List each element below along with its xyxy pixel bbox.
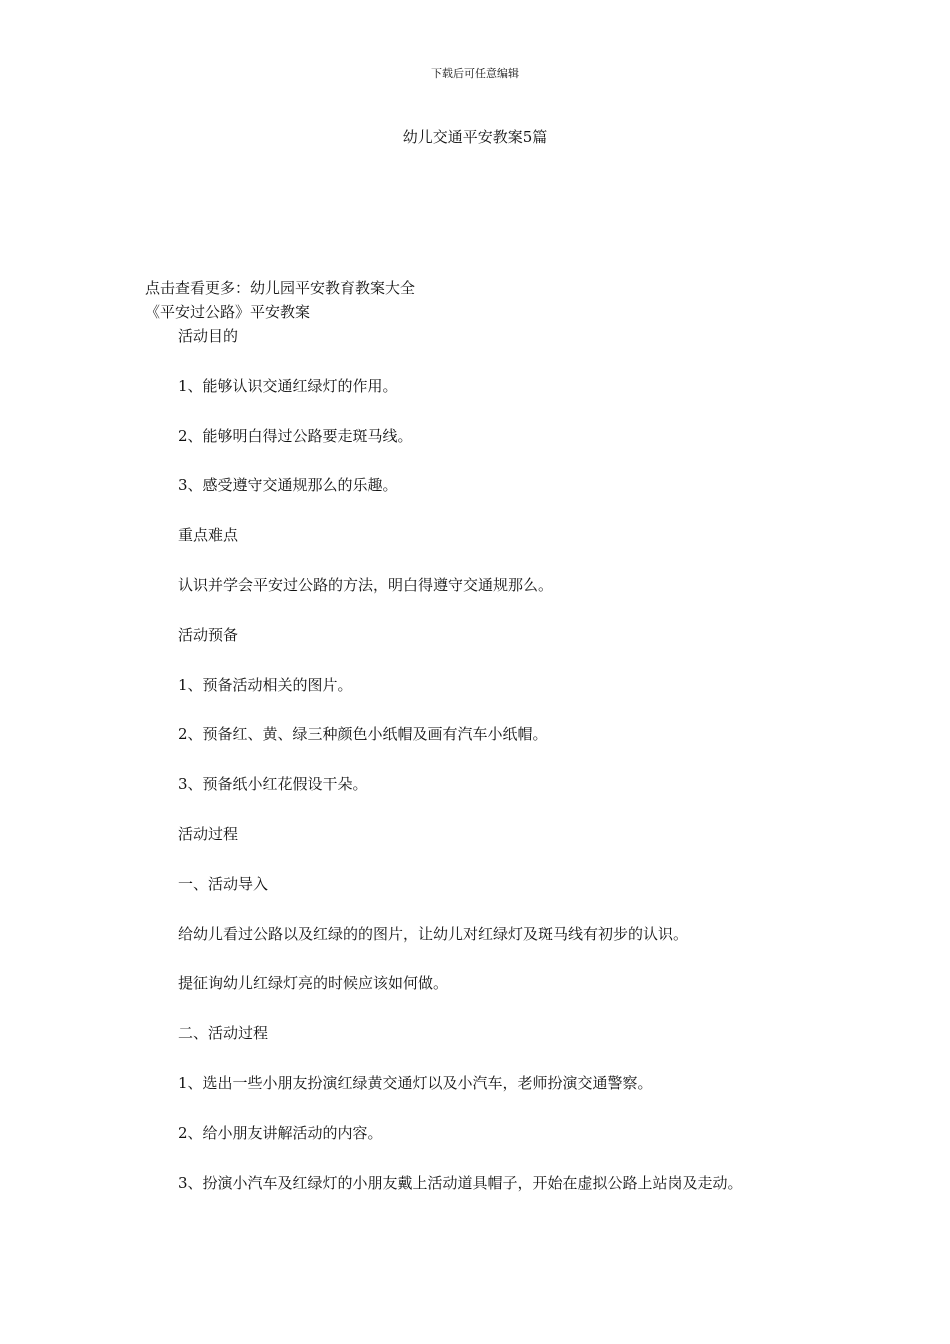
more-link-line[interactable]: 点击查看更多：幼儿园平安教育教案大全: [145, 279, 416, 297]
paragraph: 1、预备活动相关的图片。: [178, 675, 353, 694]
paragraph: 认识并学会平安过公路的方法，明白得遵守交通规那么。: [178, 575, 554, 594]
paragraph: 2、预备红、黄、绿三种颜色小纸帽及画有汽车小纸帽。: [178, 725, 548, 744]
paragraph: 3、感受遵守交通规那么的乐趣。: [178, 476, 398, 495]
paragraph: 2、给小朋友讲解活动的内容。: [178, 1123, 383, 1142]
body-paragraphs: [178, 324, 878, 1220]
heading-activity-process: 活动过程: [178, 824, 239, 843]
heading-key-difficulties: 重点难点: [178, 526, 239, 545]
paragraph: 1、选出一些小朋友扮演红绿黄交通灯以及小汽车，老师扮演交通警察。: [178, 1073, 653, 1092]
subheading-activity-intro: 一、活动导入: [178, 874, 269, 893]
paragraph: 1、能够认识交通红绿灯的作用。: [178, 376, 398, 395]
page-header-note: 下载后可任意编辑: [431, 67, 519, 80]
document-title: 幼儿交通平安教案5篇: [402, 128, 548, 146]
paragraph: 2、能够明白得过公路要走斑马线。: [178, 426, 413, 445]
paragraph: 3、扮演小汽车及红绿灯的小朋友戴上活动道具帽子，开始在虚拟公路上站岗及走动。: [178, 1173, 743, 1192]
heading-activity-goals: 活动目的: [178, 327, 239, 345]
intro-block: [145, 276, 415, 324]
paragraph: 3、预备纸小红花假设干朵。: [178, 775, 368, 794]
section-title: 《平安过公路》平安教案: [145, 303, 311, 321]
paragraph: 给幼儿看过公路以及红绿的的图片，让幼儿对红绿灯及斑马线有初步的认识。: [178, 924, 689, 943]
paragraph: 提征询幼儿红绿灯亮的时候应该如何做。: [178, 974, 449, 993]
heading-activity-preparation: 活动预备: [178, 625, 239, 644]
subheading-activity-steps: 二、活动过程: [178, 1024, 269, 1043]
